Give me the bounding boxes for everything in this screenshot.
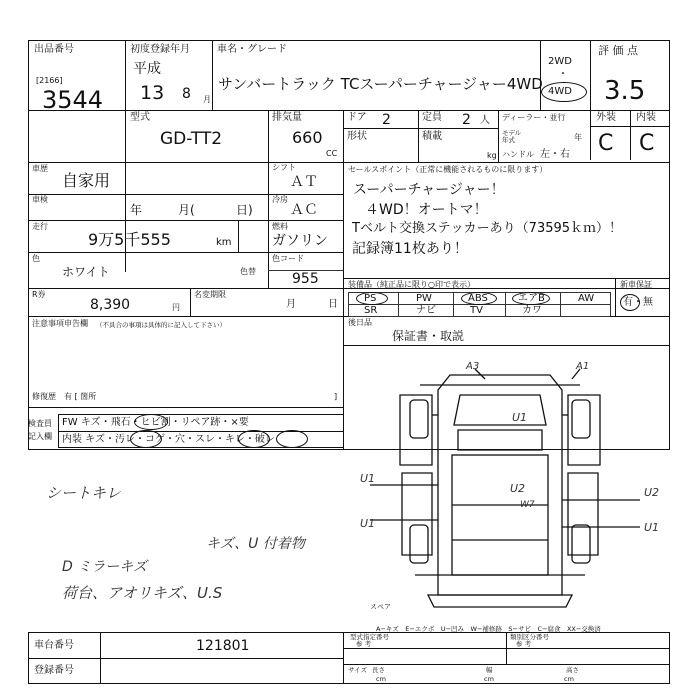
repair-label: 修復歴	[32, 392, 56, 401]
handle-value: 左・右	[540, 149, 570, 160]
model-year-label: モデル年式	[502, 129, 522, 144]
shaken-year: 年	[130, 203, 143, 217]
mark-a1-top: A1	[576, 361, 590, 372]
mark-u1-left1: U1	[360, 472, 376, 485]
note-bed: 荷台、アオリキズ、U.S	[62, 584, 223, 602]
shape-label: 形状	[347, 131, 367, 142]
model-label: 型式	[130, 112, 150, 123]
mileage-label: 走行	[32, 222, 48, 231]
size-label: サイズ	[348, 666, 367, 674]
first-reg-label: 初度登録年月	[130, 44, 190, 55]
length-label: 長さ	[372, 666, 385, 674]
length-cm: cm	[376, 675, 386, 683]
class-num-label: 類別区分番号	[510, 633, 549, 641]
displacement-value: 660	[292, 128, 323, 147]
equip-navi: ナビ	[416, 305, 436, 316]
drive-2wd: 2WD	[548, 56, 572, 67]
sales-title: セールスポイント（正常に機能されるものに限ります）	[348, 165, 548, 174]
shift-label: シフト	[272, 163, 296, 172]
inspector-label-1: 検査員	[28, 419, 52, 428]
ac-label: 冷房	[272, 195, 288, 204]
type-num-label: 型式指定番号	[350, 633, 389, 641]
usage-type: 自家用	[62, 171, 111, 190]
car-name-label: 車名・グレード	[217, 44, 287, 55]
new-car-value: 有・無	[623, 297, 653, 308]
shift-value: ＡＴ	[290, 174, 318, 190]
notes-sub: （不具合の事項は具体的に記入して下さい）	[96, 321, 226, 329]
drive-dot: ・	[558, 69, 568, 80]
equip-pw: PW	[416, 293, 432, 304]
lot-label: 出品番号	[34, 44, 74, 55]
mark-u1-right: U1	[644, 521, 660, 534]
repair-value: 有 [ 箇所	[64, 392, 97, 401]
inspector-label-2: 記入欄	[28, 432, 52, 441]
width-cm: cm	[484, 675, 494, 683]
exterior-label: 外装	[596, 112, 616, 123]
sales-line-2: ４WD！オートマ！	[365, 202, 488, 218]
equip-abs: ABS	[468, 293, 488, 304]
chassis-number: 121801	[196, 638, 250, 654]
circle-yogore	[130, 430, 162, 448]
expiry-day: 日	[328, 299, 338, 310]
mileage-value: 9万5千555	[88, 230, 171, 249]
reg-year: 13	[140, 82, 165, 104]
cc-unit: CC	[326, 149, 338, 158]
equip-sr: SR	[364, 305, 378, 316]
handle-label: ハンドル	[502, 150, 534, 159]
displacement-label: 排気量	[272, 112, 302, 123]
shaken-month: 月(	[178, 203, 195, 217]
note-kizu: キズ、U 付着物	[206, 536, 305, 552]
shaken-day: 日)	[236, 203, 253, 217]
interior-label: 内装	[636, 112, 656, 123]
color-value: ホワイト	[62, 265, 110, 279]
color-code-label: 色コード	[272, 254, 304, 263]
class-num-sub: 参 考	[516, 640, 532, 648]
after-label: 後日品	[348, 318, 372, 327]
mark-a3: A3	[466, 361, 480, 372]
capacity-value: 2	[462, 112, 471, 128]
reg-label: 登録番号	[34, 665, 74, 676]
chassis-label: 車台番号	[34, 640, 74, 651]
r-label: R券	[32, 290, 46, 299]
usage-type-label: 車歴	[32, 164, 48, 173]
damage-legend: A−キズ E−エクボ U−凹み W−補修跡 S−サビ C−腐食 XX−交換済	[376, 625, 601, 633]
model-year-unit: 年	[574, 133, 582, 142]
sales-line-3: Tベルト交換ステッカーあり（73595ｋｍ）！	[352, 221, 623, 236]
equip-ps: PS	[364, 293, 377, 304]
inspector-row-1: FW キズ・飛石・ヒビ割・リペア跡・×要	[62, 417, 249, 428]
equipment-title: 装備品（純正品に限り○印で表示）	[348, 280, 475, 289]
mark-u1-hood: U1	[512, 411, 528, 424]
equip-tv: TV	[470, 305, 483, 316]
fuel-label: 燃料	[272, 222, 288, 231]
fuel-value: ガソリン	[272, 233, 328, 249]
reg-month: 8	[182, 86, 191, 102]
new-car-label: 新車保証	[620, 280, 652, 289]
r-unit: 円	[172, 303, 180, 312]
color-code: 955	[292, 271, 319, 287]
person-unit: 人	[480, 115, 490, 126]
doors-value: 2	[382, 112, 391, 128]
after-value: 保証書・取説	[392, 329, 465, 343]
mark-u1-left2: U1	[360, 517, 376, 530]
equip-airbag: エアB	[518, 293, 545, 304]
ac-value: ＡＣ	[290, 202, 318, 218]
lot-number: 3544	[42, 86, 104, 114]
interior-grade: C	[639, 131, 655, 156]
note-seat: シートキレ	[46, 484, 121, 502]
grade-label: 評 価 点	[598, 44, 638, 57]
grade-value: 3.5	[604, 76, 646, 106]
mark-u2-right: U2	[644, 486, 660, 499]
note-mirror: D ミラーキズ	[62, 559, 147, 575]
width-label: 幅	[486, 666, 493, 674]
notes-label: 注意事項申告欄	[32, 319, 88, 328]
equip-ps-circle	[356, 292, 388, 305]
height-cm: cm	[564, 675, 574, 683]
equip-leather: カワ	[522, 305, 542, 316]
inspector-row-2: 内装 キズ・汚レ・コゲ・穴・スレ・キレ・破レ	[62, 434, 275, 445]
repaint-label: 色替	[240, 267, 256, 276]
shaken-label: 車検	[32, 195, 48, 204]
repair-close: ]	[334, 392, 338, 401]
expiry-label: 名変期限	[194, 290, 226, 299]
load-label: 積載	[422, 131, 442, 142]
model-value: GD-TT2	[160, 129, 223, 149]
dealer-label: ディーラー・並行	[502, 113, 566, 122]
equip-airbag-circle	[512, 292, 550, 305]
spare-label: スペア	[370, 603, 391, 611]
color-label: 色	[32, 254, 40, 263]
lot-code: [2166]	[36, 76, 63, 85]
exterior-grade: C	[598, 131, 614, 156]
expiry-month: 月	[286, 299, 296, 310]
capacity-label: 定員	[422, 112, 442, 123]
new-car-circle	[620, 294, 640, 311]
era: 平成	[133, 61, 161, 77]
kg-unit: kg	[487, 151, 497, 160]
sales-line-1: スーパーチャージャー！	[353, 182, 505, 198]
equip-aw: AW	[578, 293, 595, 304]
mark-u2-center: U2	[510, 482, 526, 495]
type-num-sub: 参 考	[356, 640, 372, 648]
circle-tobiishi	[134, 414, 168, 430]
drive-4wd: 4WD	[548, 86, 572, 97]
circle-sure	[238, 430, 270, 448]
doors-label: ドア	[347, 112, 367, 123]
month-unit: 月	[203, 95, 211, 104]
mark-w7: W7	[520, 500, 535, 510]
km-unit: km	[216, 237, 232, 248]
height-label: 高さ	[566, 666, 579, 674]
equip-abs-circle	[461, 292, 497, 305]
car-damage-diagram	[340, 355, 670, 615]
sales-line-4: 記録簿11枚あり！	[352, 241, 468, 257]
r-value: 8,390	[90, 297, 131, 313]
car-name: サンバートラック TCスーパーチャージャー4WD	[218, 75, 543, 93]
circle-kire	[276, 430, 308, 448]
